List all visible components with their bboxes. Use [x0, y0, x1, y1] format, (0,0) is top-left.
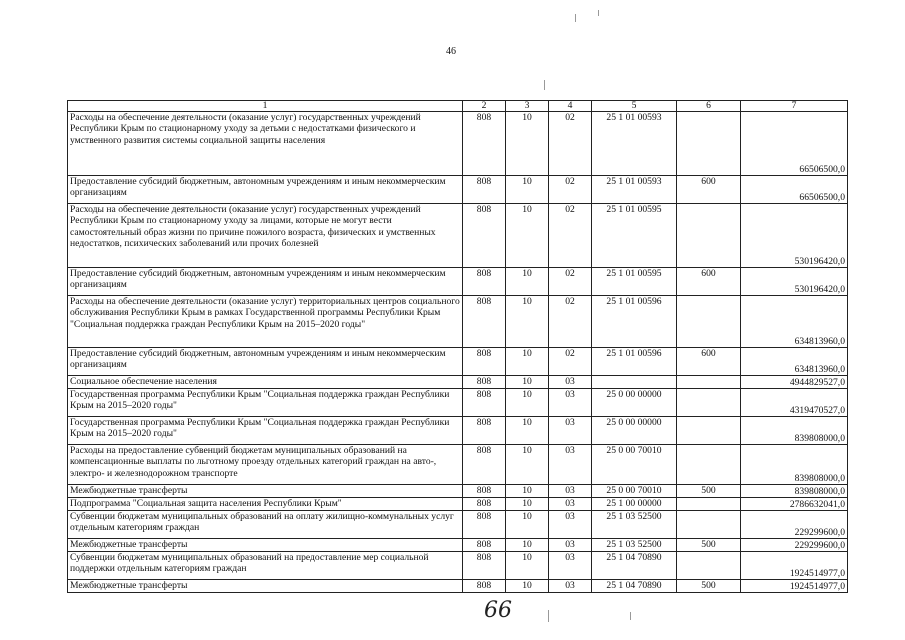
page-number: 46 [446, 46, 456, 57]
row-amount-cell: 634813960,0 [741, 296, 848, 348]
row-type-cell [677, 552, 741, 580]
row-code-cell: 808 [463, 552, 506, 580]
table-row [68, 580, 848, 593]
row-subsection-cell: 03 [549, 417, 592, 445]
row-target-cell: 25 1 03 52500 [592, 539, 677, 552]
scan-speck [630, 612, 631, 620]
header-cell: 1 [68, 101, 463, 112]
table-row [68, 552, 848, 580]
row-name-cell: Предоставление субсидий бюджетным, автономным учреждениям и иным некоммерческим организациям [68, 176, 463, 204]
table-row [68, 348, 848, 376]
row-type-cell [677, 112, 741, 176]
table-row [68, 417, 848, 445]
header-cell: 7 [741, 101, 848, 112]
row-subsection-cell: 02 [549, 348, 592, 376]
row-target-cell: 25 1 01 00595 [592, 204, 677, 268]
table-row [68, 376, 848, 389]
row-name-cell: Субвенции бюджетам муниципальных образований на предоставление мер социальной поддержки отдельным категориям граждан [68, 552, 463, 580]
row-amount-cell: 2786632041,0 [741, 498, 848, 511]
row-amount-cell: 66506500,0 [741, 176, 848, 204]
row-name-cell: Расходы на обеспечение деятельности (оказание услуг) территориальных центров социального обслуживания Республики Крым в рамках Государственной программы Республики Крым "Социальная поддержка граждан Республики Крым на 2015–2020 годы" [68, 296, 463, 348]
row-subsection-cell: 03 [549, 485, 592, 498]
row-type-cell: 600 [677, 268, 741, 296]
row-target-cell: 25 0 00 70010 [592, 485, 677, 498]
row-type-cell: 500 [677, 580, 741, 593]
row-amount-cell: 1924514977,0 [741, 580, 848, 593]
header-cell: 3 [506, 101, 549, 112]
row-code-cell: 808 [463, 417, 506, 445]
row-subsection-cell: 03 [549, 498, 592, 511]
row-target-cell: 25 1 01 00596 [592, 348, 677, 376]
row-amount-cell: 839808000,0 [741, 445, 848, 485]
row-subsection-cell: 03 [549, 539, 592, 552]
row-name-cell: Межбюджетные трансферты [68, 485, 463, 498]
row-code-cell: 808 [463, 445, 506, 485]
row-target-cell [592, 376, 677, 389]
table-row [68, 176, 848, 204]
row-name-cell: Государственная программа Республики Крым "Социальная поддержка граждан Республики Крым на 2015–2020 годы" [68, 389, 463, 417]
row-type-cell [677, 417, 741, 445]
table-header-row [68, 101, 848, 112]
row-type-cell [677, 376, 741, 389]
row-amount-cell: 4319470527,0 [741, 389, 848, 417]
row-code-cell: 808 [463, 389, 506, 417]
row-amount-cell: 839808000,0 [741, 417, 848, 445]
row-type-cell [677, 389, 741, 417]
row-target-cell: 25 1 03 52500 [592, 511, 677, 539]
row-name-cell: Расходы на обеспечение деятельности (оказание услуг) государственных учреждений Республики Крым по стационарному уходу за лицами, которые не могут вести самостоятельный образ жизни по причине пожилого возраста, физических и умственных недостатков, психических заболеваний или прочих болезней [68, 204, 463, 268]
row-section-cell: 10 [506, 296, 549, 348]
table-row [68, 389, 848, 417]
row-type-cell [677, 498, 741, 511]
row-section-cell: 10 [506, 498, 549, 511]
row-code-cell: 808 [463, 112, 506, 176]
scan-speck [548, 610, 549, 622]
row-amount-cell: 839808000,0 [741, 485, 848, 498]
row-type-cell [677, 445, 741, 485]
row-section-cell: 10 [506, 268, 549, 296]
row-name-cell: Расходы на обеспечение деятельности (оказание услуг) государственных учреждений Республики Крым по стационарному уходу за детьми с недостатками физического и умственного развития системы социальной защиты населения [68, 112, 463, 176]
row-name-cell: Расходы на предоставление субвенций бюджетам муниципальных образований на компенсационные выплаты по льготному проезду отдельных категорий граждан на авто-, электро- и железнодорожном транспорте [68, 445, 463, 485]
scan-speck [544, 80, 545, 90]
row-amount-cell: 634813960,0 [741, 348, 848, 376]
row-subsection-cell: 03 [549, 376, 592, 389]
row-name-cell: Межбюджетные трансферты [68, 580, 463, 593]
row-name-cell: Предоставление субсидий бюджетным, автономным учреждениям и иным некоммерческим организациям [68, 268, 463, 296]
row-section-cell: 10 [506, 204, 549, 268]
row-amount-cell: 1924514977,0 [741, 552, 848, 580]
row-subsection-cell: 02 [549, 268, 592, 296]
row-subsection-cell: 03 [549, 511, 592, 539]
table-row [68, 445, 848, 485]
table-row [68, 498, 848, 511]
row-amount-cell: 530196420,0 [741, 204, 848, 268]
row-amount-cell: 229299600,0 [741, 539, 848, 552]
row-code-cell: 808 [463, 539, 506, 552]
row-subsection-cell: 03 [549, 580, 592, 593]
scan-speck [575, 14, 576, 22]
row-type-cell [677, 511, 741, 539]
row-target-cell: 25 1 01 00593 [592, 176, 677, 204]
row-name-cell: Субвенции бюджетам муниципальных образований на оплату жилищно-коммунальных услуг отдельным категориям граждан [68, 511, 463, 539]
scan-speck [598, 10, 599, 16]
row-name-cell: Государственная программа Республики Крым "Социальная поддержка граждан Республики Крым на 2015–2020 годы" [68, 417, 463, 445]
row-section-cell: 10 [506, 552, 549, 580]
row-code-cell: 808 [463, 296, 506, 348]
row-type-cell: 500 [677, 485, 741, 498]
row-target-cell: 25 1 01 00595 [592, 268, 677, 296]
row-section-cell: 10 [506, 580, 549, 593]
row-target-cell: 25 0 00 70010 [592, 445, 677, 485]
row-section-cell: 10 [506, 176, 549, 204]
row-section-cell: 10 [506, 389, 549, 417]
row-subsection-cell: 02 [549, 112, 592, 176]
table-row [68, 485, 848, 498]
row-subsection-cell: 02 [549, 204, 592, 268]
row-subsection-cell: 03 [549, 552, 592, 580]
row-section-cell: 10 [506, 417, 549, 445]
table-row [68, 511, 848, 539]
row-type-cell: 600 [677, 348, 741, 376]
row-type-cell [677, 204, 741, 268]
table-row [68, 268, 848, 296]
row-code-cell: 808 [463, 176, 506, 204]
row-section-cell: 10 [506, 485, 549, 498]
row-section-cell: 10 [506, 348, 549, 376]
table-row [68, 539, 848, 552]
row-type-cell [677, 296, 741, 348]
row-code-cell: 808 [463, 580, 506, 593]
table-row [68, 204, 848, 268]
row-amount-cell: 66506500,0 [741, 112, 848, 176]
row-section-cell: 10 [506, 376, 549, 389]
header-cell: 4 [549, 101, 592, 112]
row-subsection-cell: 02 [549, 176, 592, 204]
row-code-cell: 808 [463, 511, 506, 539]
row-amount-cell: 229299600,0 [741, 511, 848, 539]
row-code-cell: 808 [463, 498, 506, 511]
header-cell: 6 [677, 101, 741, 112]
row-target-cell: 25 0 00 00000 [592, 417, 677, 445]
row-target-cell: 25 1 01 00593 [592, 112, 677, 176]
row-name-cell: Предоставление субсидий бюджетным, автономным учреждениям и иным некоммерческим организациям [68, 348, 463, 376]
row-name-cell: Социальное обеспечение населения [68, 376, 463, 389]
row-code-cell: 808 [463, 268, 506, 296]
row-section-cell: 10 [506, 112, 549, 176]
row-code-cell: 808 [463, 376, 506, 389]
row-name-cell: Подпрограмма "Социальная защита населения Республики Крым" [68, 498, 463, 511]
row-target-cell: 25 0 00 00000 [592, 389, 677, 417]
row-subsection-cell: 03 [549, 389, 592, 417]
row-target-cell: 25 1 04 70890 [592, 580, 677, 593]
row-code-cell: 808 [463, 348, 506, 376]
row-type-cell: 500 [677, 539, 741, 552]
row-target-cell: 25 1 01 00596 [592, 296, 677, 348]
budget-table [67, 100, 848, 593]
table-row [68, 112, 848, 176]
row-name-cell: Межбюджетные трансферты [68, 539, 463, 552]
handwritten-note: 66 [484, 598, 512, 623]
row-amount-cell: 4944829527,0 [741, 376, 848, 389]
row-target-cell: 25 1 04 70890 [592, 552, 677, 580]
row-code-cell: 808 [463, 204, 506, 268]
row-section-cell: 10 [506, 539, 549, 552]
header-cell: 5 [592, 101, 677, 112]
row-subsection-cell: 03 [549, 445, 592, 485]
row-amount-cell: 530196420,0 [741, 268, 848, 296]
header-cell: 2 [463, 101, 506, 112]
row-subsection-cell: 02 [549, 296, 592, 348]
row-section-cell: 10 [506, 445, 549, 485]
table-row [68, 296, 848, 348]
row-type-cell: 600 [677, 176, 741, 204]
row-target-cell: 25 1 00 00000 [592, 498, 677, 511]
row-code-cell: 808 [463, 485, 506, 498]
row-section-cell: 10 [506, 511, 549, 539]
